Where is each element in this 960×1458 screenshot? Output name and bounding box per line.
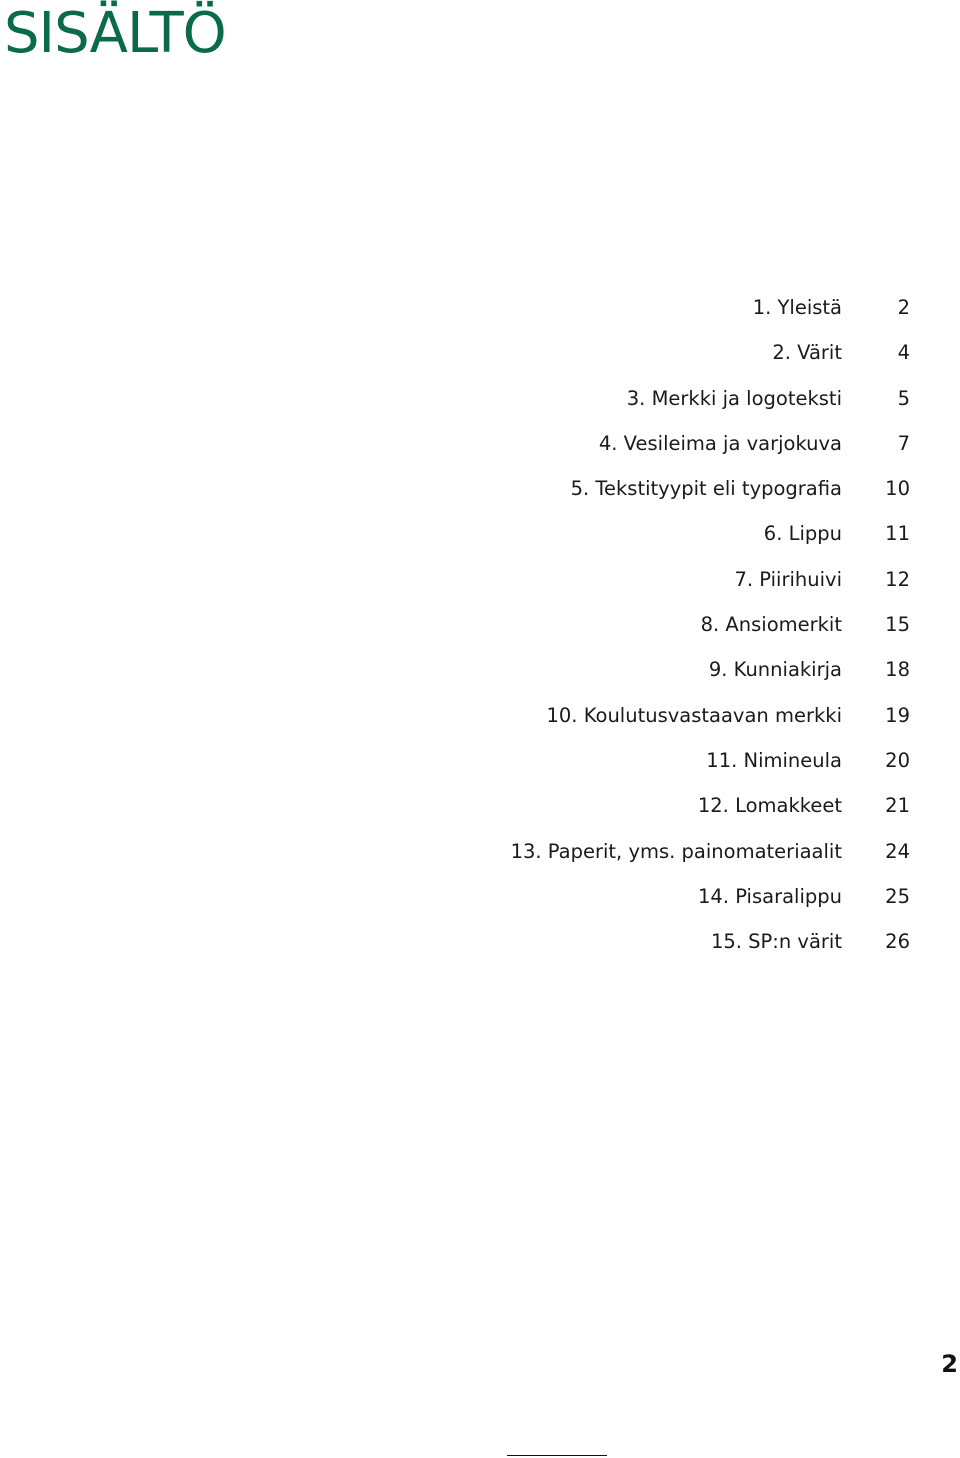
toc-entry-label: 14. Pisaralippu [698,884,842,908]
toc-entry-page: 19 [885,703,910,727]
toc-entry-page: 24 [885,839,910,863]
toc-entry[interactable] [440,693,910,738]
toc-entry-label: 3. Merkki ja logoteksti [626,386,842,410]
toc-entry[interactable] [440,466,910,511]
toc-entry-label: 11. Nimineula [706,748,842,772]
toc-entry-label: 4. Vesileima ja varjokuva [598,431,842,455]
toc-entry-page: 12 [885,567,910,591]
toc-entry-page: 11 [885,522,910,546]
toc-entry[interactable] [440,647,910,692]
toc-entry-label: 12. Lomakkeet [697,794,842,818]
toc-entry[interactable] [440,783,910,828]
toc-entry[interactable] [440,557,910,602]
toc-entry[interactable] [440,829,910,874]
toc-entry-page: 15 [885,613,910,637]
toc-entry-page: 5 [897,386,910,410]
toc-entry[interactable] [440,511,910,556]
page-number: 2 [941,1350,958,1378]
toc-entry-page: 10 [885,477,910,501]
toc-entry-label: 13. Paperit, yms. painomateriaalit [510,839,842,863]
toc-entry-page: 21 [885,794,910,818]
toc-entry[interactable] [440,421,910,466]
toc-entry-label: 2. Värit [772,341,842,365]
toc-entry-page: 25 [885,884,910,908]
toc-entry[interactable] [440,919,910,964]
toc-entry-page: 26 [885,930,910,954]
toc-entry[interactable] [440,738,910,783]
toc-entry-page: 2 [897,296,910,319]
toc-entry-page: 20 [885,748,910,772]
table-of-contents [440,285,910,964]
toc-entry-label: 6. Lippu [763,522,842,546]
toc-entry-label: 9. Kunniakirja [708,658,842,682]
footer-rule [507,1455,607,1456]
toc-entry-label: 7. Piirihuivi [734,567,842,591]
toc-entry[interactable] [440,602,910,647]
toc-entry-page: 4 [897,341,910,365]
toc-entry-label: 15. SP:n värit [710,930,842,954]
toc-entry[interactable] [440,376,910,421]
toc-entry[interactable] [440,330,910,375]
toc-entry-page: 18 [885,658,910,682]
toc-entry[interactable] [440,285,910,330]
toc-entry-label: 1. Yleistä [752,296,842,319]
toc-entry[interactable] [440,874,910,919]
toc-entry-label: 5. Tekstityypit eli typografia [570,477,842,501]
toc-entry-page: 7 [897,431,910,455]
page-title: SISÄLTÖ [4,1,226,66]
toc-entry-label: 10. Koulutusvastaavan merkki [546,703,842,727]
toc-entry-label: 8. Ansiomerkit [700,613,842,637]
